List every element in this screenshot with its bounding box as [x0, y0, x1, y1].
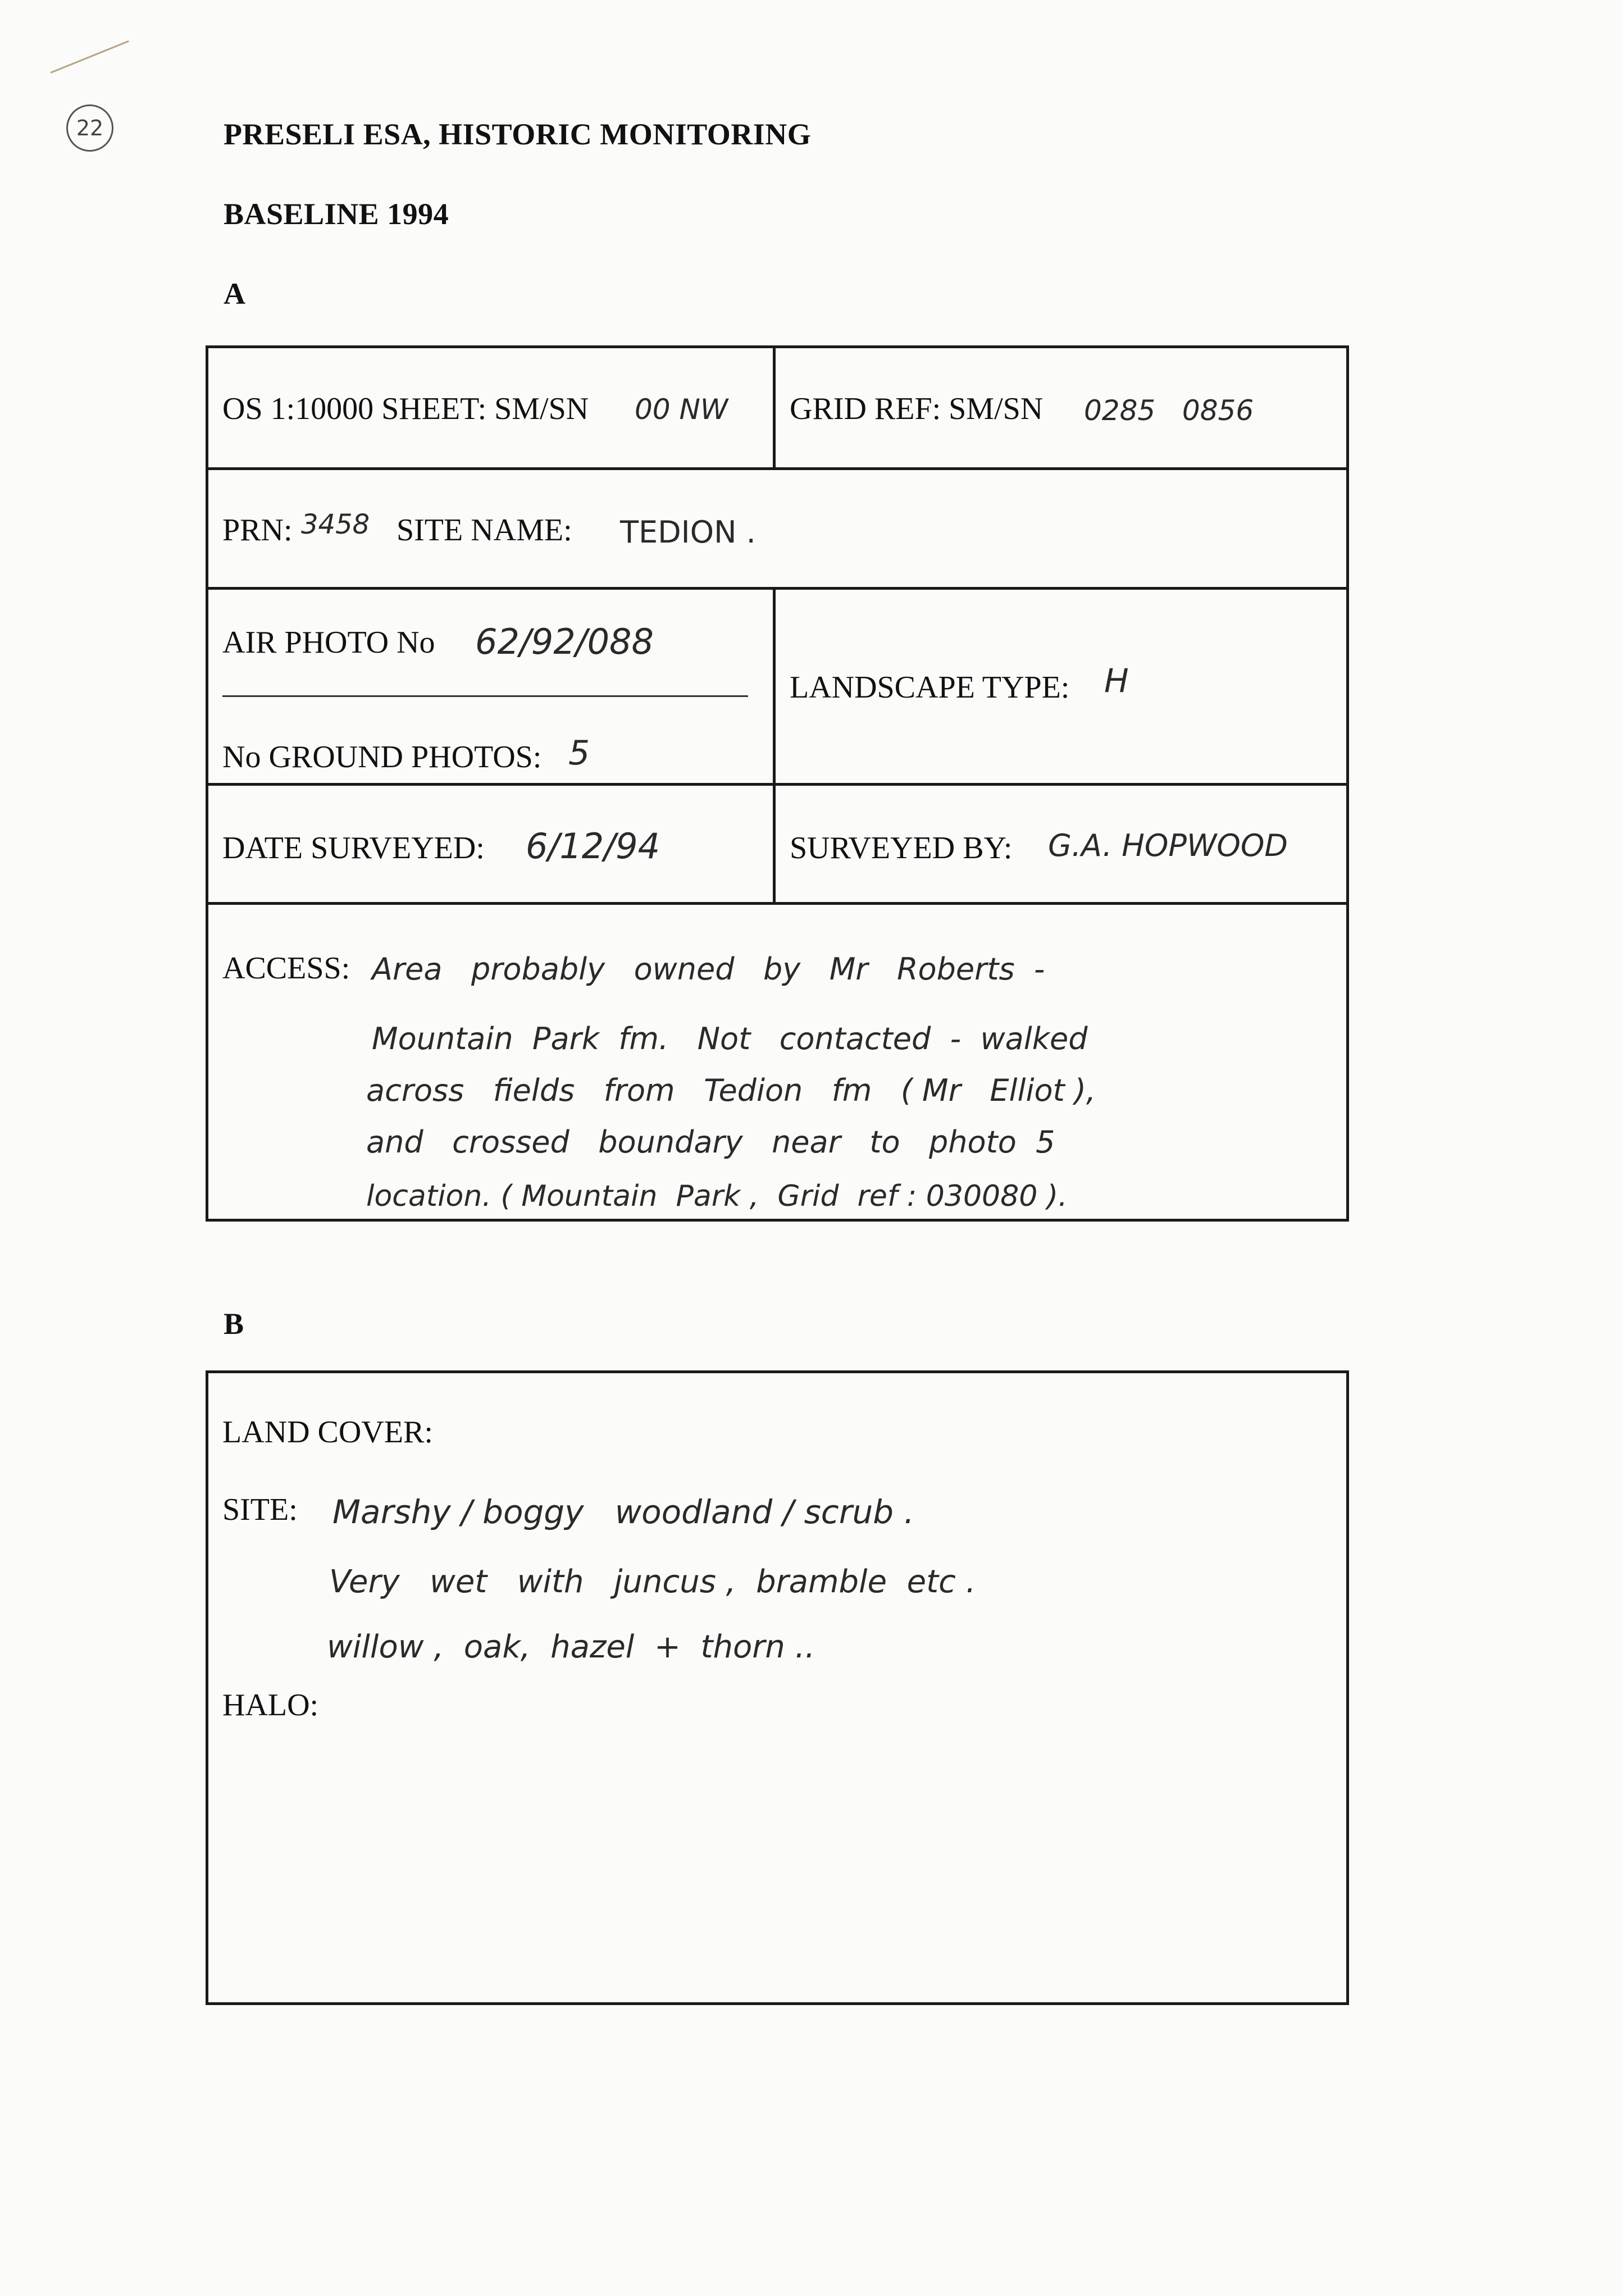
- access-line: across fields from Tedion fm ( Mr Elliot ),: [366, 1073, 1096, 1108]
- halo-label: HALO:: [222, 1688, 319, 1723]
- access-line: and crossed boundary near to photo 5: [366, 1124, 1055, 1160]
- land-cover-label: LAND COVER:: [222, 1415, 433, 1450]
- pencil-mark: [50, 40, 129, 74]
- site-name-value: TEDION .: [620, 514, 756, 550]
- page-number-mark: [66, 104, 113, 152]
- site-name-label: SITE NAME:: [397, 513, 572, 548]
- surveyed-by-value: G.A. HOPWOOD: [1048, 828, 1288, 863]
- date-surveyed-label: DATE SURVEYED:: [222, 831, 485, 865]
- access-line: Area probably owned by Mr Roberts -: [372, 951, 1045, 987]
- site-label: SITE:: [222, 1492, 298, 1527]
- grid-ref-label: GRID REF: SM/SN: [790, 391, 1044, 426]
- prn-label: PRN:: [222, 513, 293, 548]
- ground-photos-value: 5: [568, 734, 590, 773]
- access-line: location. ( Mountain Park , Grid ref : 030080 ).: [366, 1179, 1068, 1213]
- os-sheet-label: OS 1:10000 SHEET: SM/SN: [222, 391, 589, 426]
- air-photo-value: 62/92/088: [475, 621, 654, 662]
- grid-ref-value: 0285 0856: [1084, 394, 1254, 427]
- section-a-label: A: [224, 277, 246, 311]
- site-line: Very wet with juncus , bramble etc .: [329, 1564, 976, 1600]
- access-label: ACCESS:: [222, 951, 350, 986]
- os-sheet-value: 00 NW: [635, 393, 728, 426]
- page-title: PRESELI ESA, HISTORIC MONITORING: [224, 117, 812, 151]
- section-b-table: [206, 1370, 1349, 2005]
- air-photo-underline: [222, 695, 748, 697]
- site-line: willow , oak, hazel + thorn ..: [327, 1629, 815, 1665]
- section-b-label: B: [224, 1307, 244, 1341]
- air-photo-label: AIR PHOTO No: [222, 625, 435, 660]
- prn-value: 3458: [301, 509, 370, 540]
- landscape-type-value: H: [1104, 662, 1129, 700]
- page-number: 22: [76, 116, 104, 140]
- date-surveyed-value: 6/12/94: [526, 826, 660, 867]
- landscape-type-label: LANDSCAPE TYPE:: [790, 670, 1070, 705]
- surveyed-by-label: SURVEYED BY:: [790, 831, 1013, 865]
- ground-photos-label: No GROUND PHOTOS:: [222, 740, 542, 775]
- page-subtitle: BASELINE 1994: [224, 197, 449, 231]
- site-line: Marshy / boggy woodland / scrub .: [332, 1493, 914, 1531]
- access-line: Mountain Park fm. Not contacted - walked: [372, 1021, 1088, 1056]
